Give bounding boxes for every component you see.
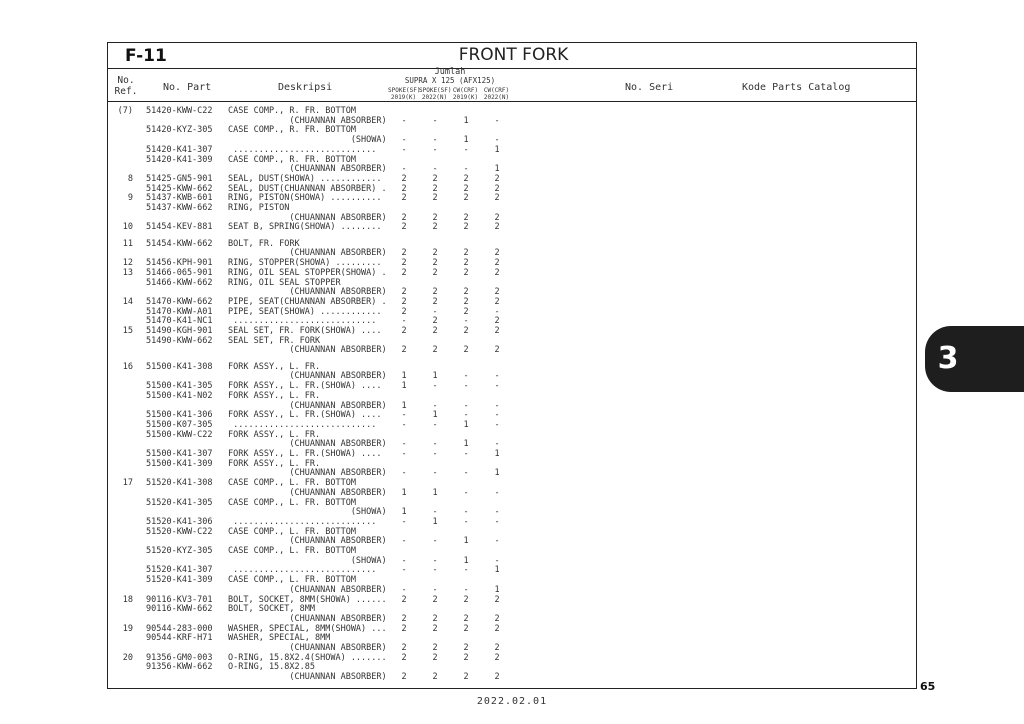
quantity-cell: 2 (463, 613, 469, 624)
quantity-cell: - (401, 468, 407, 479)
quantity-cell: 1 (463, 135, 469, 146)
part-description: WASHER, SPECIAL, 8MM (228, 633, 331, 644)
quantity-cell: - (432, 565, 438, 576)
part-description: FORK ASSY., L. FR. (228, 390, 321, 401)
quantity-cell: 1 (463, 439, 469, 450)
quantity-cell: 2 (432, 296, 438, 307)
part-description: (CHUANNAN ABSORBER) (228, 468, 387, 479)
quantity-cell: 1 (463, 555, 469, 566)
part-description: CASE COMP., L. FR. BOTTOM (228, 526, 356, 537)
part-description: BOLT, SOCKET, 8MM(SHOWA) ...... (228, 594, 387, 605)
col-header-variant: SPOKE(SF) 2019(K) (388, 87, 421, 101)
ref-number: 9 (127, 193, 133, 204)
part-description: CASE COMP., L. FR. BOTTOM (228, 478, 356, 489)
quantity-cell: - (463, 584, 469, 595)
part-description: SEAT B, SPRING(SHOWA) ........ (228, 222, 382, 233)
ref-number: 12 (122, 258, 133, 269)
quantity-cell: 2 (401, 594, 407, 605)
quantity-cell: - (432, 400, 438, 411)
quantity-cell: 2 (432, 287, 438, 298)
part-description: (CHUANNAN ABSORBER) (228, 287, 387, 298)
quantity-cell: 2 (432, 183, 438, 194)
part-description: ............................ (228, 316, 377, 327)
section-tab (925, 326, 1024, 392)
quantity-cell: 2 (463, 326, 469, 336)
quantity-cell: 2 (401, 613, 407, 624)
quantity-cell: - (463, 381, 469, 392)
part-description: BOLT, FR. FORK (228, 238, 300, 249)
part-number: 51470-KWW-662 (146, 296, 213, 307)
part-description: (CHUANNAN ABSORBER) (228, 584, 387, 595)
quantity-cell: - (432, 449, 438, 459)
quantity-cell: 1 (494, 164, 500, 175)
quantity-cell: - (432, 381, 438, 392)
quantity-cell: 2 (463, 594, 469, 605)
quantity-cell: 2 (494, 594, 500, 605)
part-description: CASE COMP., L. FR. BOTTOM (228, 497, 356, 508)
col-header-variant: SPOKE(SF) 2022(N) (419, 87, 452, 101)
page-title: FRONT FORK (458, 45, 569, 65)
quantity-cell: 2 (401, 345, 407, 356)
quantity-cell: 2 (432, 258, 438, 269)
quantity-cell: - (401, 410, 407, 421)
quantity-cell: 2 (494, 613, 500, 624)
part-description: SEAL SET, FR. FORK (228, 335, 321, 346)
part-description: RING, OIL SEAL STOPPER(SHOWA) . (228, 267, 387, 278)
quantity-cell: 2 (463, 258, 469, 269)
quantity-cell: - (432, 555, 438, 566)
quantity-cell: - (463, 410, 469, 421)
quantity-cell: 2 (494, 623, 500, 634)
quantity-cell: - (494, 306, 500, 317)
part-number: 51520-K41-308 (146, 478, 213, 489)
quantity-cell: - (494, 135, 500, 146)
part-description: (CHUANNAN ABSORBER) (228, 400, 387, 411)
quantity-cell: 2 (401, 212, 407, 223)
page-frame (107, 42, 917, 689)
header-divider (108, 101, 916, 102)
quantity-cell: - (432, 144, 438, 155)
quantity-cell: - (494, 381, 500, 392)
part-number: 51520-K41-309 (146, 575, 213, 586)
part-number: 51466-065-901 (146, 267, 213, 278)
ref-number: 16 (122, 361, 133, 372)
quantity-cell: - (432, 306, 438, 317)
part-number: 90116-KWW-662 (146, 604, 213, 615)
quantity-cell: 2 (494, 212, 500, 223)
part-description: SEAL SET, FR. FORK(SHOWA) .... (228, 326, 382, 336)
part-description: FORK ASSY., L. FR. (228, 458, 321, 469)
ref-number: 18 (122, 594, 133, 605)
quantity-cell: 1 (432, 516, 438, 527)
part-number: 51437-KWW-662 (146, 203, 213, 213)
ref-number: 15 (122, 326, 133, 336)
col-header-model: SUPRA X 125 (AFX125) (404, 76, 496, 85)
quantity-cell: 2 (401, 193, 407, 204)
quantity-cell: 2 (401, 296, 407, 307)
part-description: (CHUANNAN ABSORBER) (228, 487, 387, 498)
quantity-cell: 1 (494, 468, 500, 479)
part-number: 91356-GM0-003 (146, 652, 213, 663)
col-header-ref: No. Ref. (114, 75, 138, 97)
quantity-cell: 2 (432, 594, 438, 605)
quantity-cell: 2 (401, 248, 407, 259)
col-header-variant: CW(CRF) 2019(K) (452, 87, 479, 101)
quantity-cell: 1 (401, 487, 407, 498)
quantity-cell: 2 (432, 222, 438, 233)
part-description: SEAL, DUST(SHOWA) ............ (228, 173, 382, 184)
part-number: 51420-K41-309 (146, 154, 213, 165)
part-number: 51420-KWW-C22 (146, 106, 213, 116)
quantity-cell: 1 (432, 371, 438, 382)
quantity-cell: 1 (463, 115, 469, 126)
quantity-cell: - (494, 419, 500, 430)
part-description: RING, STOPPER(SHOWA) ......... (228, 258, 382, 269)
quantity-cell: 2 (401, 183, 407, 194)
quantity-cell: - (494, 516, 500, 527)
part-number: 91356-KWW-662 (146, 662, 213, 673)
quantity-cell: 2 (463, 222, 469, 233)
quantity-cell: 1 (401, 400, 407, 411)
part-description: (CHUANNAN ABSORBER) (228, 115, 387, 126)
part-description: PIPE, SEAT(CHUANNAN ABSORBER) . (228, 296, 387, 307)
quantity-cell: 1 (494, 584, 500, 595)
part-number: 51470-KWW-A01 (146, 306, 213, 317)
part-description: CASE COMP., L. FR. BOTTOM (228, 546, 356, 556)
quantity-cell: - (463, 487, 469, 498)
quantity-cell: 2 (401, 326, 407, 336)
part-number: 90116-KV3-701 (146, 594, 213, 605)
part-description: (CHUANNAN ABSORBER) (228, 536, 387, 547)
quantity-cell: 2 (401, 306, 407, 317)
part-number: 51500-K41-N02 (146, 390, 213, 401)
part-number: 51490-KWW-662 (146, 335, 213, 346)
quantity-cell: - (401, 449, 407, 459)
part-description: (CHUANNAN ABSORBER) (228, 212, 387, 223)
part-description: O-RING, 15.8X2.4(SHOWA) ....... (228, 652, 387, 663)
quantity-cell: - (401, 164, 407, 175)
quantity-cell: - (463, 516, 469, 527)
quantity-cell: - (401, 516, 407, 527)
quantity-cell: 2 (463, 306, 469, 317)
part-number: 90544-283-000 (146, 623, 213, 634)
part-description: (CHUANNAN ABSORBER) (228, 371, 387, 382)
quantity-cell: 2 (494, 222, 500, 233)
part-number: 51500-K41-307 (146, 449, 213, 459)
quantity-cell: - (432, 584, 438, 595)
part-number: 51470-K41-NC1 (146, 316, 213, 327)
quantity-cell: - (494, 536, 500, 547)
quantity-cell: - (432, 115, 438, 126)
quantity-cell: 2 (463, 652, 469, 663)
page-number: 65 (920, 680, 936, 693)
quantity-cell: - (401, 584, 407, 595)
quantity-cell: - (463, 316, 469, 327)
part-number: 51466-KWW-662 (146, 277, 213, 288)
quantity-cell: - (463, 468, 469, 479)
quantity-cell: 2 (494, 652, 500, 663)
quantity-cell: 2 (463, 212, 469, 223)
quantity-cell: 2 (494, 287, 500, 298)
quantity-cell: 2 (463, 193, 469, 204)
col-header-serial: No. Seri (625, 82, 674, 93)
quantity-cell: 1 (432, 410, 438, 421)
part-number: 51454-KEV-881 (146, 222, 213, 233)
quantity-cell: 2 (463, 267, 469, 278)
quantity-cell: 2 (401, 643, 407, 653)
part-number: 51500-K41-309 (146, 458, 213, 469)
quantity-cell: - (432, 439, 438, 450)
quantity-cell: 2 (494, 183, 500, 194)
quantity-cell: 2 (494, 173, 500, 184)
quantity-cell: - (401, 555, 407, 566)
quantity-cell: - (401, 144, 407, 155)
quantity-cell: - (401, 419, 407, 430)
col-header-catalog: Kode Parts Catalog (742, 82, 851, 93)
quantity-cell: - (494, 487, 500, 498)
part-description: (CHUANNAN ABSORBER) (228, 345, 387, 356)
quantity-cell: 2 (494, 296, 500, 307)
quantity-cell: - (432, 164, 438, 175)
quantity-cell: - (494, 439, 500, 450)
part-description: (CHUANNAN ABSORBER) (228, 613, 387, 624)
section-code: F-11 (125, 46, 167, 66)
quantity-cell: 2 (401, 672, 407, 683)
quantity-cell: 2 (432, 672, 438, 683)
part-description: (CHUANNAN ABSORBER) (228, 439, 387, 450)
quantity-cell: - (432, 468, 438, 479)
part-description: (CHUANNAN ABSORBER) (228, 643, 387, 653)
quantity-cell: - (401, 135, 407, 146)
quantity-cell: 2 (494, 345, 500, 356)
ref-number: 20 (122, 652, 133, 663)
part-description: FORK ASSY., L. FR. (228, 361, 321, 372)
quantity-cell: 2 (432, 345, 438, 356)
quantity-cell: 1 (463, 536, 469, 547)
part-description: FORK ASSY., L. FR.(SHOWA) .... (228, 410, 382, 421)
ref-number: 10 (122, 222, 133, 233)
ref-number: 11 (122, 238, 133, 249)
part-number: 51500-KWW-C22 (146, 429, 213, 440)
quantity-cell: 2 (401, 173, 407, 184)
quantity-cell: 2 (494, 643, 500, 653)
quantity-cell: - (401, 316, 407, 327)
quantity-cell: 2 (494, 193, 500, 204)
quantity-cell: 1 (401, 507, 407, 518)
part-description: FORK ASSY., L. FR.(SHOWA) .... (228, 381, 382, 392)
quantity-cell: - (463, 144, 469, 155)
part-description: ............................ (228, 565, 377, 576)
part-number: 51420-KYZ-305 (146, 125, 213, 136)
part-description: (SHOWA) (228, 555, 387, 566)
quantity-cell: 2 (432, 326, 438, 336)
quantity-cell: 1 (401, 381, 407, 392)
quantity-cell: 2 (401, 222, 407, 233)
part-number: 90544-KRF-H71 (146, 633, 213, 644)
quantity-cell: 1 (401, 371, 407, 382)
quantity-cell: 2 (463, 183, 469, 194)
part-description: SEAL, DUST(CHUANNAN ABSORBER) . (228, 183, 387, 194)
part-description: O-RING, 15.8X2.85 (228, 662, 315, 673)
part-description: CASE COMP., R. FR. BOTTOM (228, 154, 356, 165)
quantity-cell: - (432, 135, 438, 146)
part-number: 51437-KWB-601 (146, 193, 213, 204)
quantity-cell: - (494, 410, 500, 421)
part-description: (SHOWA) (228, 135, 387, 146)
quantity-cell: - (401, 536, 407, 547)
header-divider (108, 68, 916, 69)
quantity-cell: 1 (494, 565, 500, 576)
part-description: ............................ (228, 419, 377, 430)
col-header-desc: Deskripsi (278, 82, 333, 93)
quantity-cell: - (463, 400, 469, 411)
quantity-cell: 2 (401, 258, 407, 269)
quantity-cell: 2 (494, 267, 500, 278)
quantity-cell: 1 (432, 487, 438, 498)
part-description: ............................ (228, 144, 377, 155)
quantity-cell: - (494, 507, 500, 518)
col-header-part: No. Part (163, 82, 212, 93)
quantity-cell: - (494, 115, 500, 126)
ref-number: 14 (122, 296, 133, 307)
quantity-cell: 2 (432, 613, 438, 624)
quantity-cell: - (401, 115, 407, 126)
part-description: CASE COMP., R. FR. BOTTOM (228, 125, 356, 136)
part-description: WASHER, SPECIAL, 8MM(SHOWA) ... (228, 623, 387, 634)
section-tab-number: 3 (937, 341, 959, 376)
quantity-cell: 2 (463, 296, 469, 307)
part-number: 51520-KWW-C22 (146, 526, 213, 537)
quantity-cell: 1 (494, 449, 500, 459)
part-number: 51454-KWW-662 (146, 238, 213, 249)
part-number: 51456-KPH-901 (146, 258, 213, 269)
quantity-cell: - (463, 449, 469, 459)
quantity-cell: 2 (401, 287, 407, 298)
quantity-cell: 2 (463, 345, 469, 356)
part-number: 51520-KYZ-305 (146, 546, 213, 556)
quantity-cell: - (463, 507, 469, 518)
quantity-cell: 1 (494, 144, 500, 155)
part-number: 51425-KWW-662 (146, 183, 213, 194)
ref-number: 19 (122, 623, 133, 634)
part-description: (CHUANNAN ABSORBER) (228, 164, 387, 175)
quantity-cell: 2 (494, 672, 500, 683)
ref-number: 17 (122, 478, 133, 489)
part-description: CASE COMP., L. FR. BOTTOM (228, 575, 356, 586)
quantity-cell: 2 (463, 672, 469, 683)
part-description: CASE COMP., R. FR. BOTTOM (228, 106, 356, 116)
ref-number: 8 (127, 173, 133, 184)
print-date: 2022.02.01 (476, 696, 548, 707)
part-description: BOLT, SOCKET, 8MM (228, 604, 315, 615)
quantity-cell: 2 (432, 173, 438, 184)
part-number: 51500-K41-306 (146, 410, 213, 421)
quantity-cell: - (463, 164, 469, 175)
quantity-cell: 2 (432, 212, 438, 223)
quantity-cell: 2 (494, 316, 500, 327)
quantity-cell: - (494, 555, 500, 566)
ref-number: (7) (117, 106, 133, 116)
quantity-cell: 2 (463, 623, 469, 634)
quantity-cell: - (463, 565, 469, 576)
part-description: RING, PISTON(SHOWA) .......... (228, 193, 382, 204)
col-header-variant: CW(CRF) 2022(N) (483, 87, 510, 101)
part-number: 51520-K41-306 (146, 516, 213, 527)
quantity-cell: 2 (463, 643, 469, 653)
quantity-cell: 2 (463, 248, 469, 259)
quantity-cell: 2 (463, 287, 469, 298)
quantity-cell: - (401, 439, 407, 450)
quantity-cell: 1 (463, 419, 469, 430)
part-number: 51490-KGH-901 (146, 326, 213, 336)
ref-number: 13 (122, 267, 133, 278)
quantity-cell: - (432, 536, 438, 547)
quantity-cell: - (401, 565, 407, 576)
quantity-cell: 2 (432, 316, 438, 327)
quantity-cell: 2 (494, 248, 500, 259)
part-number: 51520-K41-305 (146, 497, 213, 508)
quantity-cell: 2 (432, 652, 438, 663)
quantity-cell: 2 (401, 267, 407, 278)
part-description: RING, OIL SEAL STOPPER (228, 277, 341, 288)
quantity-cell: 2 (432, 623, 438, 634)
part-number: 51425-GN5-901 (146, 173, 213, 184)
quantity-cell: 2 (494, 258, 500, 269)
part-number: 51500-K41-308 (146, 361, 213, 372)
quantity-cell: - (494, 400, 500, 411)
part-number: 51420-K41-307 (146, 144, 213, 155)
part-number: 51500-K07-305 (146, 419, 213, 430)
part-description: FORK ASSY., L. FR.(SHOWA) .... (228, 449, 382, 459)
part-description: (CHUANNAN ABSORBER) (228, 672, 387, 683)
col-header-jumlah: Jumlah (434, 67, 466, 77)
quantity-cell: 2 (494, 326, 500, 336)
quantity-cell: 2 (432, 248, 438, 259)
quantity-cell: - (432, 507, 438, 518)
part-description: (SHOWA) (228, 507, 387, 518)
part-number: 51520-K41-307 (146, 565, 213, 576)
quantity-cell: 2 (432, 643, 438, 653)
quantity-cell: 2 (401, 623, 407, 634)
part-description: ............................ (228, 516, 377, 527)
part-description: FORK ASSY., L. FR. (228, 429, 321, 440)
part-description: PIPE, SEAT(SHOWA) ............ (228, 306, 382, 317)
part-description: (CHUANNAN ABSORBER) (228, 248, 387, 259)
part-number: 51500-K41-305 (146, 381, 213, 392)
quantity-cell: - (494, 371, 500, 382)
quantity-cell: - (432, 419, 438, 430)
quantity-cell: - (463, 371, 469, 382)
quantity-cell: 2 (401, 652, 407, 663)
quantity-cell: 2 (432, 193, 438, 204)
part-description: RING, PISTON (228, 203, 290, 213)
quantity-cell: 2 (432, 267, 438, 278)
quantity-cell: 2 (463, 173, 469, 184)
